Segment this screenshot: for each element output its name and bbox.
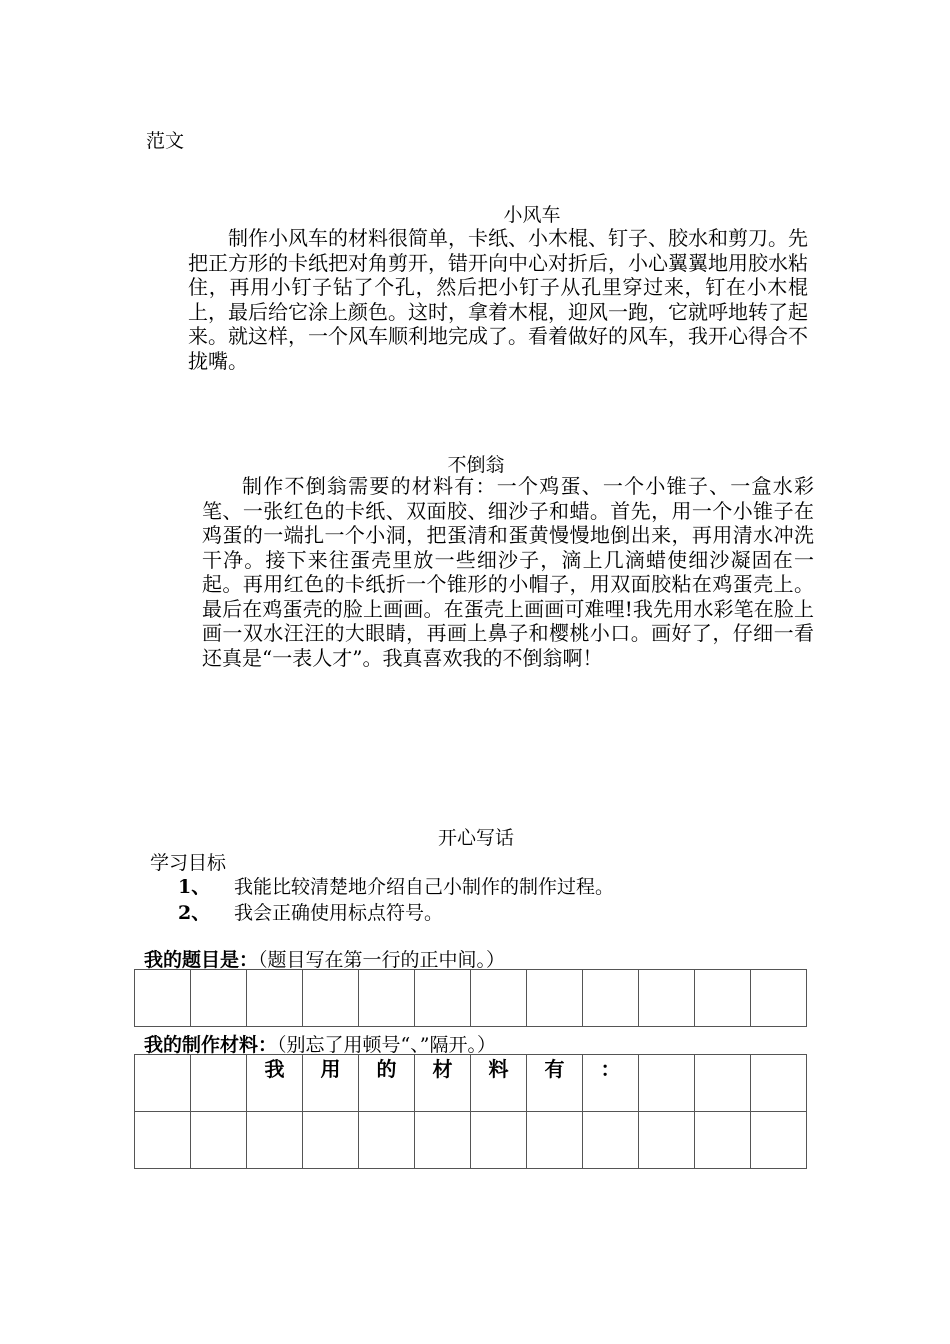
grid-cell[interactable]: 料 [471,1055,527,1112]
grid-cell[interactable] [191,1055,247,1112]
grid-cell[interactable]: 材 [415,1055,471,1112]
goal-text: 我能比较清楚地介绍自己小制作的制作过程。 [234,876,615,898]
grid-cell[interactable]: 用 [303,1055,359,1112]
grid-cell[interactable] [135,1055,191,1112]
materials-label-row [144,1030,496,1057]
grid-cell[interactable] [471,1112,527,1169]
topic-label-row [144,945,505,972]
grid-cell[interactable] [695,970,751,1027]
grid-cell[interactable] [639,970,695,1027]
materials-hint: （别忘了用顿号“、”隔开。） [277,1034,496,1056]
essay2-body: 制作不倒翁需要的材料有：一个鸡蛋、一个小锥子、一盒水彩笔、一张红色的卡纸、双面胶、细沙子和蜡。首先，用一个小锥子在鸡蛋的一端扎一个小洞，把蛋清和蛋黄慢慢地倒出来，再用清水冲洗干净。接下来往蛋壳里放一些细沙子，滴上几滴蜡使细沙凝固在一起。再用红色的卡纸折一个锥形的小帽子，用双面胶粘在鸡蛋壳上。最后在鸡蛋壳的脸上画画。在蛋壳上画画可难哩!我先用水彩笔在脸上画一双水汪汪的大眼睛，再画上鼻子和樱桃小口。画好了，仔细一看还真是“一表人才”。我真喜欢我的不倒翁啊！ [202,474,814,670]
grid-cell[interactable] [359,1112,415,1169]
grid-cell[interactable] [583,1112,639,1169]
grid-cell[interactable] [191,1112,247,1169]
goal-number: 1、 [178,876,211,898]
grid-cell[interactable] [583,970,639,1027]
materials-label: 我的制作材料： [144,1034,278,1056]
grid-cell[interactable] [359,970,415,1027]
section-label: 范文 [146,130,185,152]
grid-cell[interactable] [695,1112,751,1169]
writing-title: 开心写话 [437,827,514,849]
essay2-title: 不倒翁 [447,454,505,476]
grid-cell[interactable] [135,1112,191,1169]
materials-grid[interactable] [134,1054,807,1169]
grid-cell[interactable] [191,970,247,1027]
grid-cell[interactable] [751,1055,807,1112]
grid-cell[interactable]: 的 [359,1055,415,1112]
grid-cell[interactable] [247,1112,303,1169]
grid-cell[interactable] [415,1112,471,1169]
grid-cell[interactable]: 我 [247,1055,303,1112]
goal-text: 我会正确使用标点符号。 [234,902,444,924]
grid-cell[interactable] [639,1055,695,1112]
essay1-title: 小风车 [503,204,561,226]
goal-item [178,898,443,925]
grid-cell[interactable] [527,970,583,1027]
grid-cell[interactable] [303,970,359,1027]
topic-label: 我的题目是： [144,949,259,971]
topic-grid[interactable] [134,969,807,1027]
grid-cell[interactable] [639,1112,695,1169]
essay1-body: 制作小风车的材料很简单，卡纸、小木棍、钉子、胶水和剪刀。先把正方形的卡纸把对角剪开，错开向中心对折后，小心翼翼地用胶水粘住，再用小钉子钻了个孔，然后把小钉子从孔里穿过来，钉在小木棍上，最后给它涂上颜色。这时，拿着木棍，迎风一跑，它就呼地转了起来。就这样，一个风车顺利地完成了。看着做好的风车，我开心得合不拢嘴。 [188,226,808,373]
grid-cell[interactable] [303,1112,359,1169]
goals-heading: 学习目标 [150,852,227,874]
grid-cell[interactable]: 有 [527,1055,583,1112]
grid-cell[interactable]: ： [583,1055,639,1112]
grid-cell[interactable] [471,970,527,1027]
topic-hint: （题目写在第一行的正中间。） [258,949,506,971]
grid-cell[interactable] [247,970,303,1027]
goal-item [178,872,614,899]
goal-number: 2、 [178,902,211,924]
grid-cell[interactable] [751,970,807,1027]
grid-cell[interactable] [415,970,471,1027]
grid-cell[interactable] [527,1112,583,1169]
grid-cell[interactable] [135,970,191,1027]
grid-cell[interactable] [751,1112,807,1169]
grid-cell[interactable] [695,1055,751,1112]
